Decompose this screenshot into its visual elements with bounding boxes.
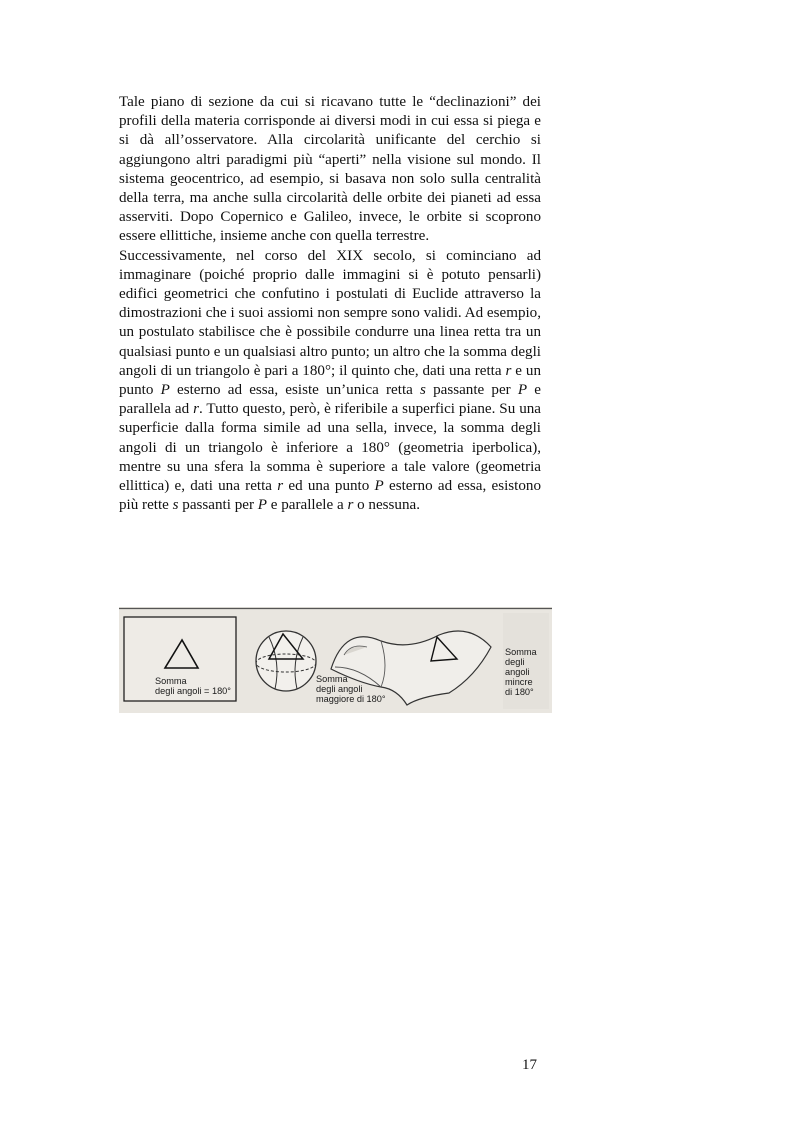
text-run: passante per [425,382,518,399]
variable: r [347,497,354,514]
saddle-label: Somma degli angoli mincre di 180° [505,647,537,697]
variable: s [420,382,426,399]
body-text [119,93,541,515]
paragraph-2 [119,247,541,516]
sphere-label: Somma degli angoli maggiore di 180° [316,674,386,704]
text-run: o nessuna. [353,497,420,514]
text-run: esterno ad essa, esistono più rette [119,478,542,514]
text-run: Successivamente, nel corso del XIX secolo, si cominciano ad immaginare (poiché proprio dalle immagini si è potuto pensarli) edifici geometrici che confutino i postulati di Euclide attraverso la dimostrazioni che i suoi assiomi non sempre sono validi. Ad esempio, un postulato stabilisce che è possibile condurre una linea retta tra un qualsiasi punto e un qualsiasi altro punto; un altro che la somma degli angoli di un triangolo è pari a 180°; il quinto che, dati una retta [119,247,541,379]
variable: P [374,478,384,495]
variable: P [517,382,528,399]
variable: P [257,497,267,514]
variable: r [193,401,199,418]
variable: r [277,478,284,495]
paragraph-1: Tale piano di sezione da cui si ricavano tutte le “declinazioni” dei profili della materia corrisponde ai diversi modi in cui essa si piega e si dà all’osservatore. Alla circolarità unificante del cerchio si aggiungono altri paradigmi più “aperti” nella visione sul mondo. Il sistema geocentrico, ad esempio, si basava non solo sulla centralità della terra, ma anche sulla circolarità delle orbite dei pianeti ad essa asserviti. Dopo Copernico e Galileo, invece, le orbite si scoprono essere ellittiche, insieme anche con quella terrestre. [119,94,541,245]
sphere [256,631,316,691]
text-run: e un punto [119,362,541,399]
variable: r [505,362,512,379]
variable: s [172,497,179,514]
text-run: esterno ad essa, esiste un’unica retta [169,382,421,399]
flat-label: Somma degli angoli = 180° [155,676,231,696]
geometry-figure [119,607,552,713]
text-run: e parallele a [267,497,348,514]
text-run: passanti per [178,497,258,514]
variable: P [160,382,170,399]
page-number: 17 [522,1057,537,1073]
text-run: . Tutto questo, però, è riferibile a superfici piane. Su una superficie dalla forma simile ad una sella, invece, la somma degli angoli di un triangolo è inferiore a 180° (geometria iperbolica), mentre su una sfera la somma è superiore a tale valore (geometria ellittica) e, dati una retta [119,401,541,495]
text-run: ed una punto [283,478,375,495]
text-run: e parallela ad [119,382,541,418]
